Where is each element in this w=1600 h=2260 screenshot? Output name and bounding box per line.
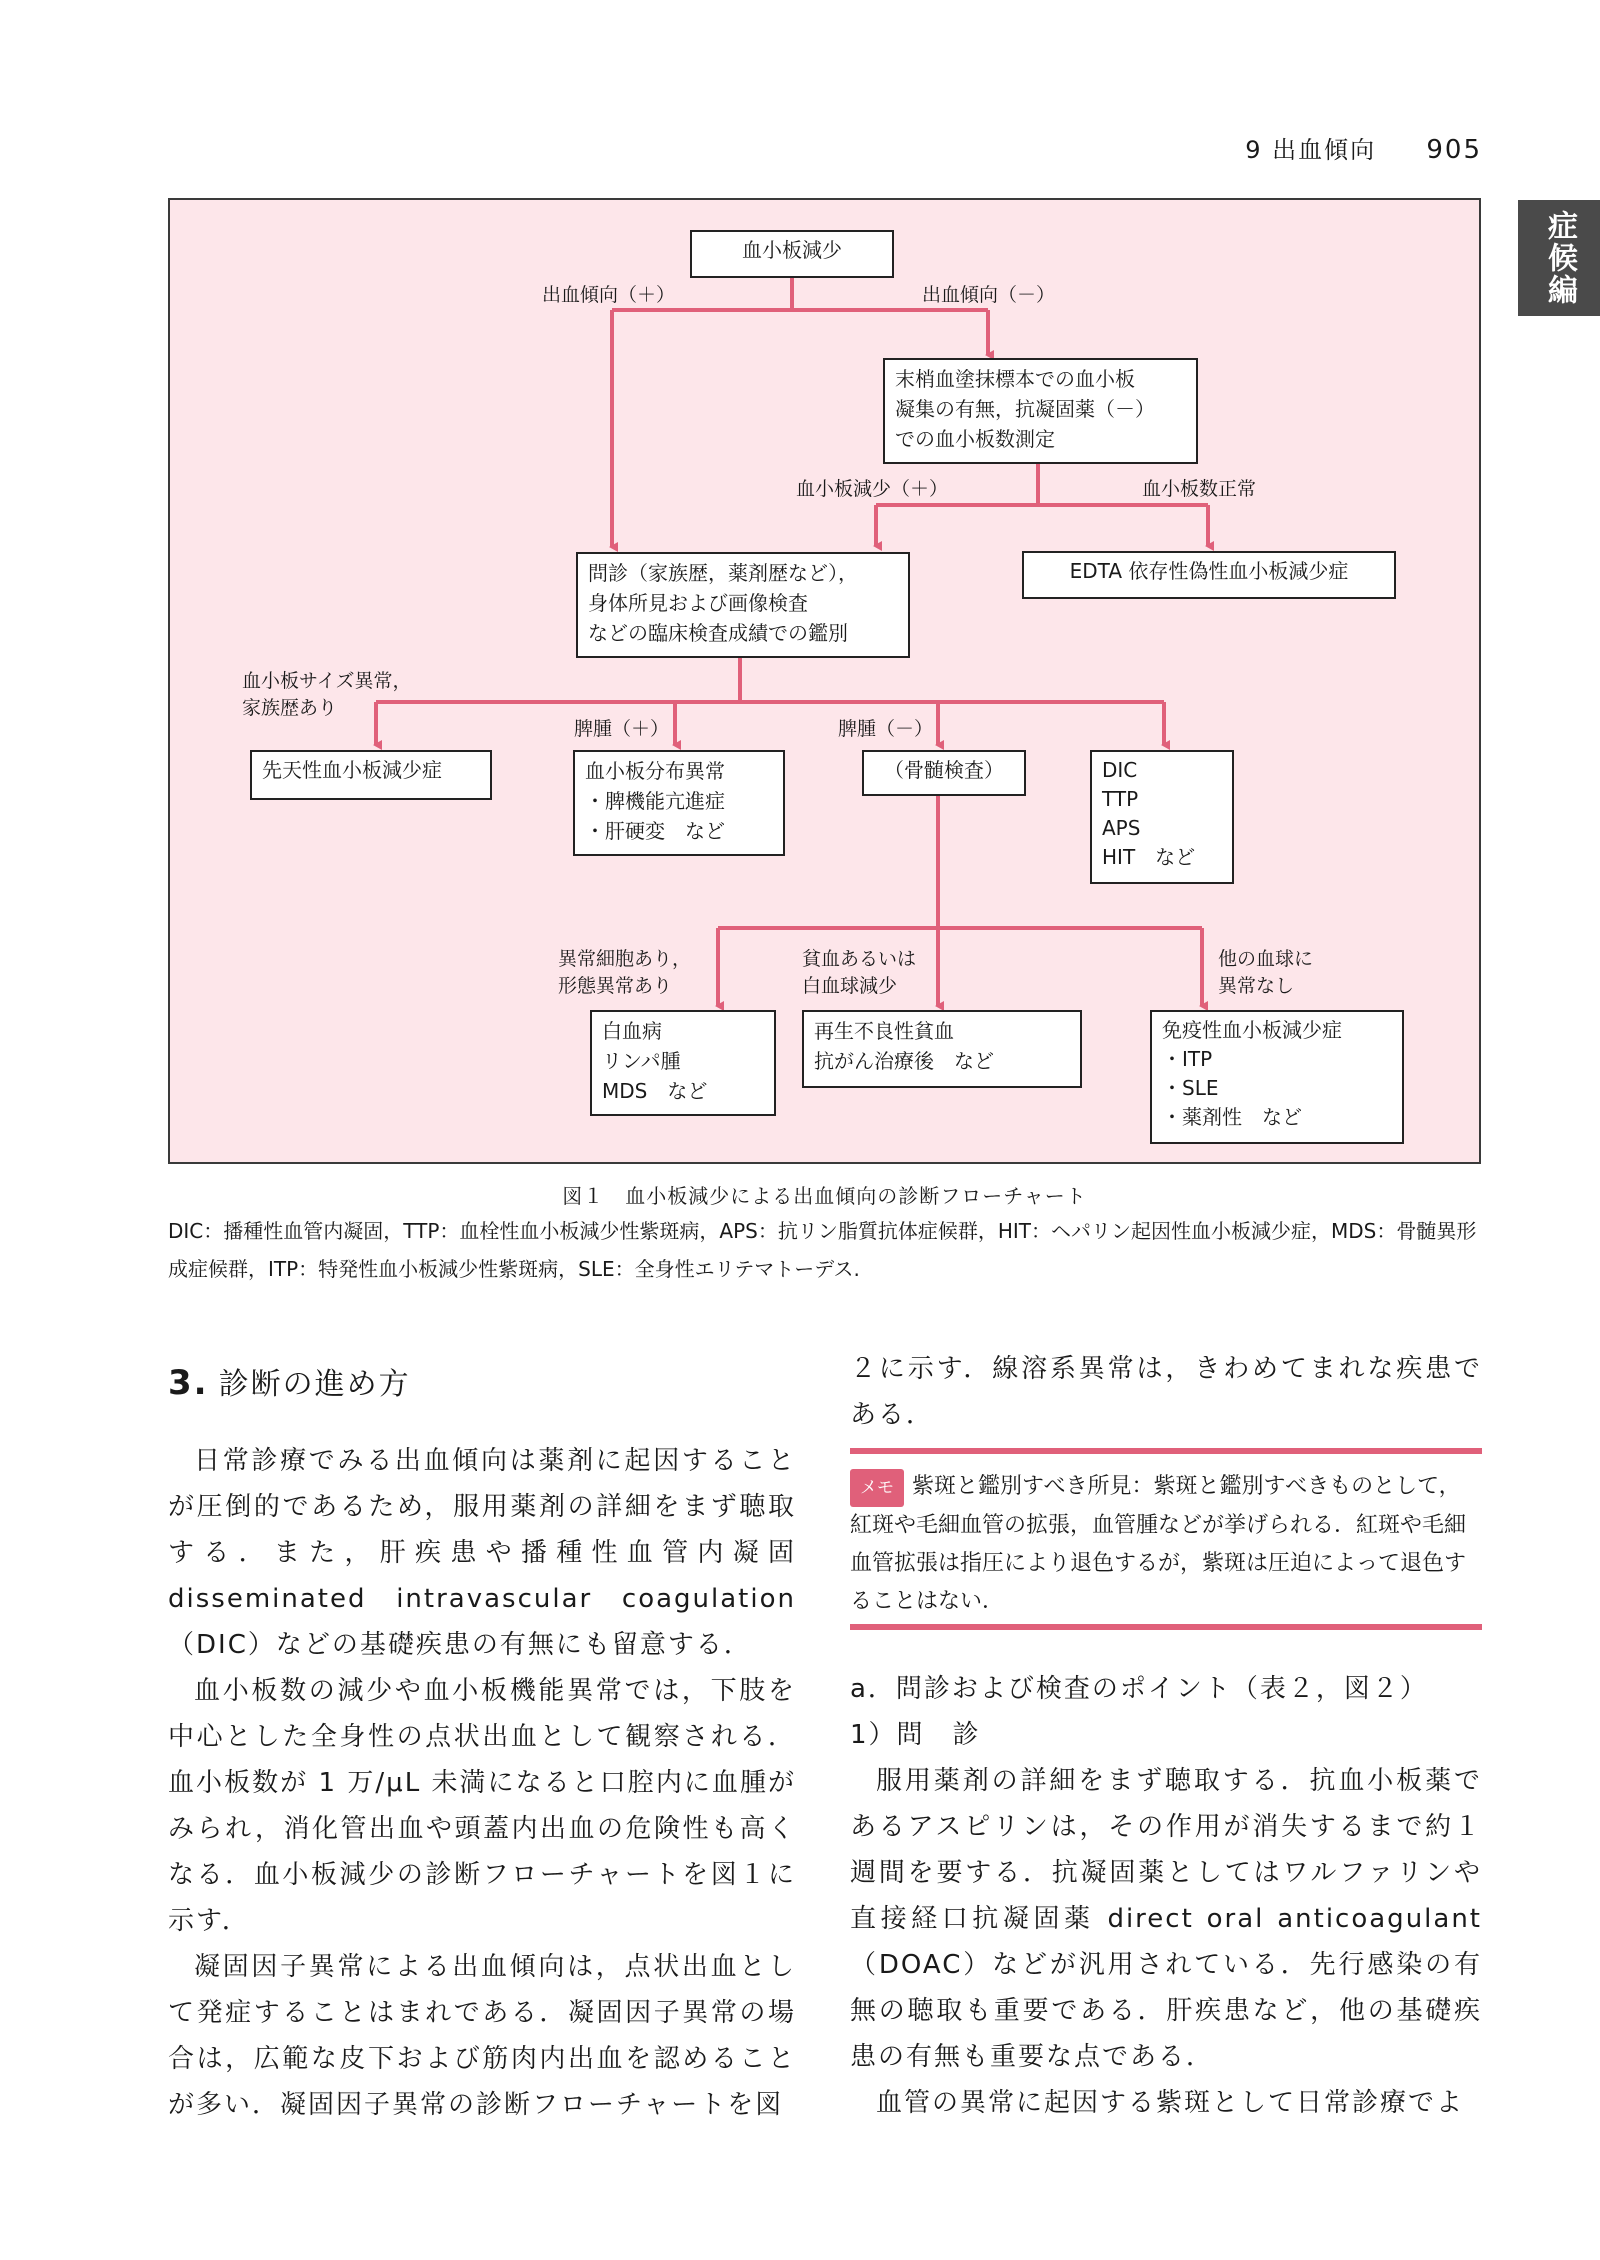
label-size-abnormal: 血小板サイズ異常， 家族歴あり <box>242 670 412 719</box>
node-thrombocytopenia: 血小板減少 <box>690 230 894 278</box>
right-column-top <box>850 1346 1482 1438</box>
left-column <box>168 1360 796 2128</box>
figure-caption: 図１ 血小板減少による出血傾向の診断フローチャート <box>562 1184 1087 1208</box>
node-aplastic: 再生不良性貧血 抗がん治療後 など <box>802 1010 1082 1088</box>
thumb-index-tab[interactable]: 症候編 <box>1518 200 1600 316</box>
node-congenital: 先天性血小板減少症 <box>250 750 492 800</box>
label-abnormal-cells: 異常細胞あり， 形態異常あり <box>558 948 692 997</box>
right-paragraph-1: 服用薬剤の詳細をまず聴取する．抗血小板薬であるアスピリンは，その作用が消失するまで約１週間を要する．抗凝固薬としてはワルファリンや直接経口抗凝固薬 direct oral anticoagulant（DOAC）などが汎用されている．先行感染の有無の聴取も重要である．肝疾患など，他の基礎疾患の有無も重要な点である． <box>850 1766 1482 2072</box>
label-other-normal: 他の血球に 異常なし <box>1218 948 1314 997</box>
memo-tag: メモ <box>850 1469 904 1507</box>
left-paragraph-1: 日常診療でみる出血傾向は薬剤に起因することが圧倒的であるため，服用薬剤の詳細をまず聴取する．また，肝疾患や播種性血管内凝固 disseminated intravascular coagulation（DIC）などの基礎疾患の有無にも留意する． <box>168 1446 796 1660</box>
section-number: 3. <box>168 1363 209 1403</box>
node-smear-check: 末梢血塗抹標本での血小板 凝集の有無，抗凝固薬（－） での血小板数測定 <box>883 358 1198 464</box>
left-paragraph-3: 凝固因子異常による出血傾向は，点状出血として発症することはまれである．凝固因子異常の場合は，広範な皮下および筋肉内出血を認めることが多い．凝固因子異常の診断フローチャートを図 <box>168 1952 796 2120</box>
right-column-bottom <box>850 1666 1482 2126</box>
right-paragraph-2: 血管の異常に起因する紫斑として日常診療でよ <box>876 2088 1465 2118</box>
right-paragraph-0: ２に示す．線溶系異常は，きわめてまれな疾患である． <box>850 1354 1482 1430</box>
left-paragraph-2: 血小板数の減少や血小板機能異常では，下肢を中心とした全身性の点状出血として観察される．血小板数が 1 万/μL 未満になると口腔内に血腫がみられ，消化管出血や頭蓋内出血の危険性も高くなる．血小板減少の診断フローチャートを図１に示す． <box>168 1676 796 1936</box>
subheading-1: 1）問 診 <box>850 1720 981 1750</box>
abbreviation-legend: DIC：播種性血管内凝固，TTP：血栓性血小板減少性紫斑病，APS：抗リン脂質抗体症候群，HIT：ヘパリン起因性血小板減少症，MDS：骨髄異形成症候群，ITP：特発性血小板減少性紫斑病，SLE：全身性エリテマトーデス. <box>168 1219 1477 1281</box>
node-dic-ttp: DIC TTP APS HIT など <box>1090 750 1234 884</box>
label-platelet-normal: 血小板数正常 <box>1142 478 1257 500</box>
node-distribution-abnormal: 血小板分布異常 ・脾機能亢進症 ・肝硬変 など <box>573 750 785 856</box>
memo-text: 紫斑と鑑別すべき所見：紫斑と鑑別すべきものとして，紅斑や毛細血管の拡張，血管腫などが挙げられる．紅斑や毛細血管拡張は指圧により退色するが，紫斑は圧迫によって退色することはない． <box>850 1474 1467 1614</box>
node-leukemia: 白血病 リンパ腫 MDS など <box>590 1010 776 1116</box>
node-edta-pseudo: EDTA 依存性偽性血小板減少症 <box>1022 551 1396 599</box>
label-splenomegaly-pos: 脾腫（＋） <box>574 718 670 740</box>
page-number: 905 <box>1426 135 1482 165</box>
label-bleeding-negative: 出血傾向（－） <box>922 284 1056 306</box>
label-anemia: 貧血あるいは 白血球減少 <box>802 948 917 997</box>
node-immune-thrombocytopenia: 免疫性血小板減少症 ・ITP ・SLE ・薬剤性 など <box>1150 1010 1404 1144</box>
node-bone-marrow: （骨髄検査） <box>862 750 1026 796</box>
section-title: 9 出血傾向 <box>1245 136 1377 164</box>
running-header <box>1245 130 1482 165</box>
label-splenomegaly-neg: 脾腫（－） <box>838 718 934 740</box>
subheading-a: a．問診および検査のポイント（表２，図２） <box>850 1674 1428 1704</box>
section-heading-text: 診断の進め方 <box>218 1367 411 1402</box>
flowchart-figure <box>168 198 1481 1164</box>
node-history-exam: 問診（家族歴，薬剤歴など）， 身体所見および画像検査 などの臨床検査成績での鑑別 <box>576 552 910 658</box>
memo-box <box>850 1448 1482 1630</box>
label-platelet-low: 血小板減少（＋） <box>796 478 949 500</box>
section-heading <box>168 1360 796 1408</box>
label-bleeding-positive: 出血傾向（＋） <box>542 284 676 306</box>
